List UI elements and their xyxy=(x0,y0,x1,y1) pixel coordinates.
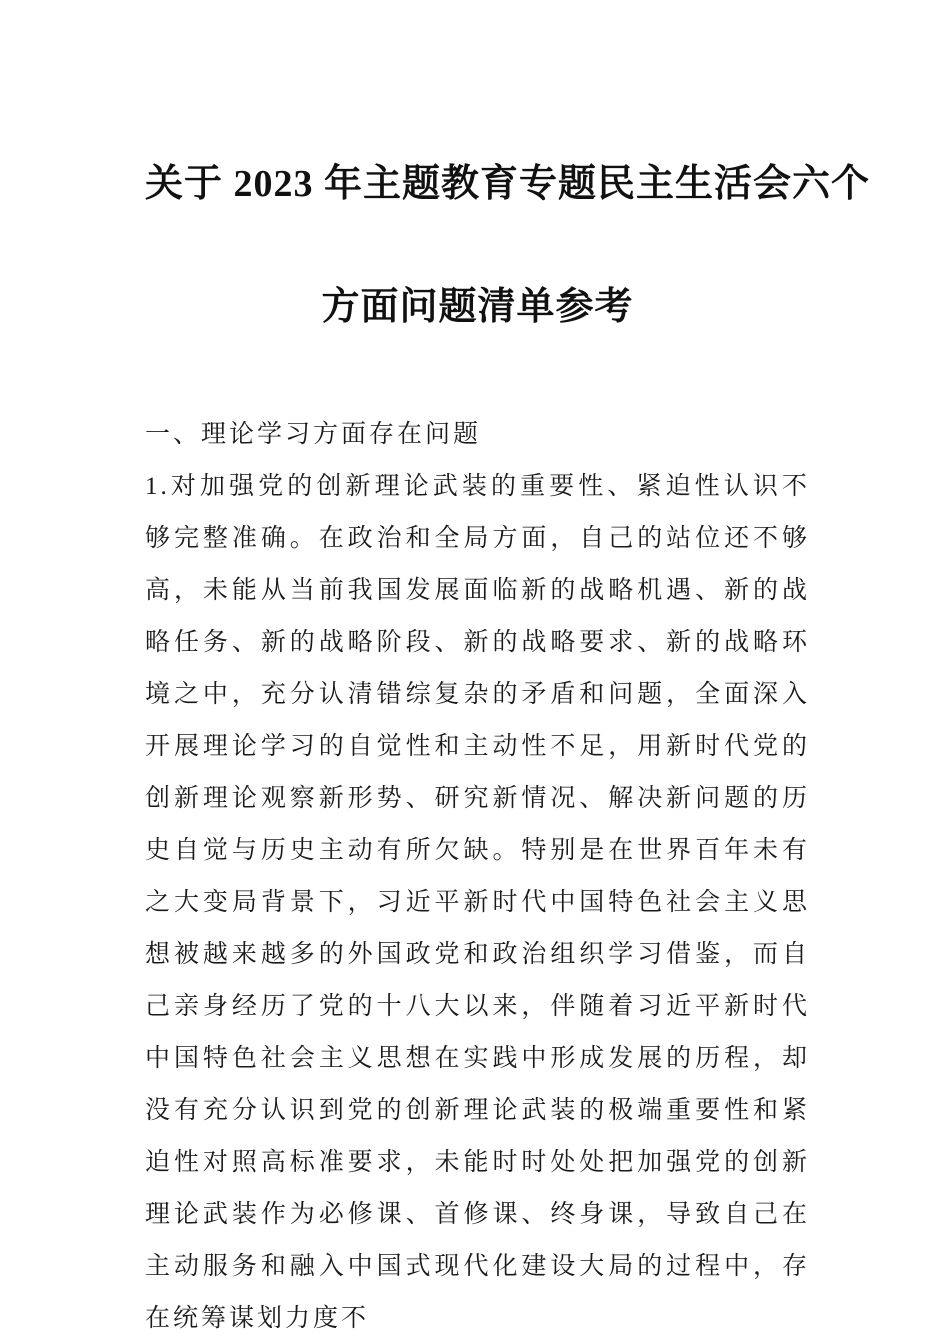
document-title-line-2: 方面问题清单参考 xyxy=(321,286,634,328)
body-paragraph: 1.对加强党的创新理论武装的重要性、紧迫性认识不够完整准确。在政治和全局方面，自己的站位还不够高，未能从当前我国发展面临新的战略机遇、新的战略任务、新的战略阶段、新的战略要求、新的战略环境之中，充分认清错综复杂的矛盾和问题，全面深入开展理论学习的自觉性和主动性不足，用新时代党的创新理论观察新形势、研究新情况、解决新问题的历史自觉与历史主动有所欠缺。特别是在世界百年未有之大变局背景下，习近平新时代中国特色社会主义思想被越来越多的外国政党和政治组织学习借鉴，而自己亲身经历了党的十八大以来，伴随着习近平新时代中国特色社会主义思想在实践中形成发展的历程，却没有充分认识到党的创新理论武装的极端重要性和紧迫性对照高标准要求，未能时时处处把加强党的创新理论武装作为必修课、首修课、终身课，导致自己在主动服务和融入中国式现代化建设大局的过程中，存在统筹谋划力度不 xyxy=(145,473,810,1332)
document-body xyxy=(145,409,810,1344)
document-title xyxy=(145,123,871,369)
document-title-line-1: 关于 2023 年主题教育专题民主生活会六个 xyxy=(145,163,871,205)
section-heading: 一、理论学习方面存在问题 xyxy=(145,421,482,448)
